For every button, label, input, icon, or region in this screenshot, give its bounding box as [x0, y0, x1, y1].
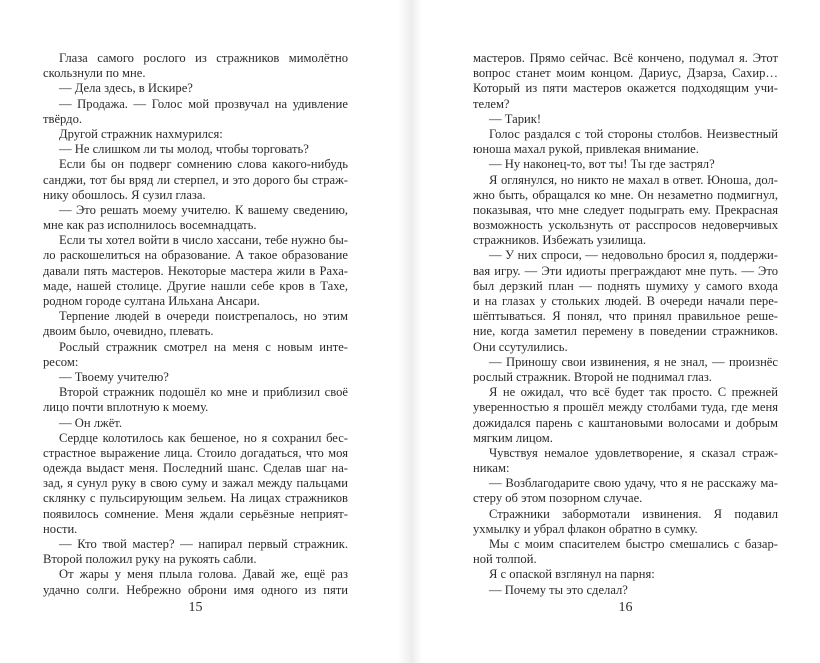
text-line: — У них спроси, — недовольно бросил я, поддержи-	[489, 248, 778, 263]
text-line: — Это решать моему учителю. К вашему сведению,	[59, 202, 348, 217]
page-right-text	[473, 51, 778, 598]
text-line: Если бы он подверг сомнению слова какого-нибудь	[59, 157, 348, 172]
text-line: Мы с моим спасителем быстро смешались с базар-	[489, 537, 778, 551]
text-line: давали пять мастеров. Некоторые мастера жили в Раха-	[43, 263, 348, 278]
text-line: жно быть, обращался ко мне. Он незаметно подмигнул,	[473, 187, 778, 202]
text-line: телем?	[473, 96, 510, 111]
text-line: одежда выдаст меня. Последний шанс. Сделав шаг на-	[43, 461, 348, 476]
text-line: уверенностью я прошёл между столбами туда, где меня	[473, 400, 778, 415]
text-line: Если ты хотел войти в число хассани, тебе нужно бы-	[59, 233, 348, 248]
text-line: склянку с пульсирующим зельем. На лицах стражников	[43, 491, 348, 506]
text-line: Сердце колотилось как бешеное, но я сохранил бес-	[59, 430, 348, 445]
text-line: — Дела здесь, в Искире?	[59, 81, 193, 96]
text-line: Второй положил руку на рукоять сабли.	[43, 552, 257, 567]
text-line: показывая, что мне следует подыграть ему. Прекрасная	[473, 202, 778, 217]
text-line: родном городе султана Ильхана Ансари.	[43, 294, 260, 308]
text-line: Я оглянулся, но никто не махал в ответ. Юноша, дол-	[489, 172, 778, 187]
text-line: Рослый стражник смотрел на меня с новым инте-	[59, 339, 348, 354]
text-line: мягким лицом.	[473, 430, 553, 445]
text-line: ухмылку и убрал флакон обратно в сумку.	[473, 521, 698, 536]
text-line: — Кто твой мастер? — напирал первый стражник.	[59, 537, 348, 551]
text-line: — Возблагодарите свою удачу, что я не расскажу ма-	[489, 476, 778, 491]
text-line: маде, нашей столице. Другие нашли себе кров в Тахе,	[43, 278, 348, 293]
text-line: Терпение людей в очереди поистрепалось, но этим	[59, 309, 348, 324]
text-line: вопрос станет моим концом. Дариус, Дзарза, Сахир…	[473, 66, 778, 81]
text-line: От жары у меня плыла голова. Давай же, ещё раз	[59, 567, 348, 582]
text-line: удачно солги. Небрежно оброни имя одного из пяти	[43, 582, 348, 597]
text-line: возможность ускользнуть от расспросов недоверчивых	[473, 218, 778, 233]
text-line: твёрдо.	[43, 111, 83, 126]
text-line: — Ну наконец-то, вот ты! Ты где застрял?	[489, 157, 715, 172]
text-line: ной толпой.	[473, 552, 537, 567]
text-line: скользнули по мне.	[43, 66, 146, 81]
text-line: зад, я сунул руку в свою суму и зажал между пальцами	[43, 476, 348, 491]
text-line: нику обошлось. Я сузил глаза.	[43, 187, 206, 202]
text-line: дожидался парень с каштановыми волосами и добрым	[473, 415, 778, 430]
text-line: вая игру. — Эти идиоты преграждают мне путь. — Это	[473, 263, 778, 278]
text-line: — Почему ты это сделал?	[489, 582, 628, 597]
text-line: и на глазах у стольких людей. В очереди начали пере-	[473, 294, 778, 308]
text-line: был дерзкий план — поднять шумиху у самого входа	[473, 278, 778, 293]
text-line: Глаза самого рослого из стражников мимолётно	[59, 51, 348, 65]
text-line: Я не ожидал, что всё будет так просто. С прежней	[489, 385, 778, 400]
text-line: — Он лжёт.	[59, 415, 123, 430]
text-line: — Продажа. — Голос мой прозвучал на удивление	[59, 96, 348, 111]
text-line: ло раскошелиться на образование. А такое образование	[43, 248, 348, 263]
text-line: ние, когда заметил перемену в поведении стражников.	[473, 324, 778, 339]
text-line: Другой стражник нахмурился:	[59, 126, 223, 141]
text-line: юноша махал рукой, привлекая внимание.	[473, 142, 699, 157]
book-spine	[398, 0, 422, 663]
text-line: Который из пяти мастеров окажется подходящим учи-	[473, 81, 778, 96]
text-line: Чувствуя немалое удовлетворение, я сказал страж-	[489, 445, 778, 460]
text-line: двоим было, очевидно, плевать.	[43, 324, 214, 339]
text-line: — Приношу свои извинения, я не знал, — произнёс	[489, 354, 778, 369]
text-line: — Твоему учителю?	[59, 369, 169, 384]
text-line: ности.	[43, 521, 78, 536]
text-line: стражников. Избежать узилища.	[473, 233, 647, 248]
text-line: рослый стражник. Второй не поднимал глаз.	[473, 369, 712, 384]
text-line: Стражники забормотали извинения. Я подавил	[489, 506, 778, 521]
text-line: шёптываться. Я понял, что принял правильное реше-	[473, 309, 778, 324]
text-line: Они ссутулились.	[473, 339, 568, 354]
text-line: мастеров. Прямо сейчас. Всё кончено, подумал я. Этот	[473, 51, 778, 65]
page-number-left: 15	[188, 600, 203, 615]
text-line: — Не слишком ли ты молод, чтобы торговать?	[59, 142, 309, 157]
page-left-text	[43, 51, 348, 598]
text-line: — Тарик!	[489, 111, 542, 126]
page-number-right: 16	[618, 600, 633, 615]
text-line: ресом:	[43, 354, 79, 369]
text-line: Голос раздался с той стороны столбов. Неизвестный	[489, 126, 778, 141]
text-line: Я с опаской взглянул на парня:	[489, 567, 655, 582]
text-line: появилось сомнение. Меня ждали серьёзные неприят-	[43, 506, 348, 521]
text-line: лицо почти вплотную к моему.	[43, 400, 209, 415]
text-line: мне как раз исполнилось восемнадцать.	[43, 218, 257, 233]
text-line: никам:	[473, 461, 510, 476]
text-line: санджи, тот бы вряд ли стерпел, и это дорого бы страж-	[43, 172, 348, 187]
text-line: страстное выражение лица. Стоило догадаться, что моя	[43, 445, 348, 460]
text-line: Второй стражник подошёл ко мне и приблизил своё	[59, 385, 348, 400]
text-line: стеру об этом позорном случае.	[473, 491, 643, 506]
